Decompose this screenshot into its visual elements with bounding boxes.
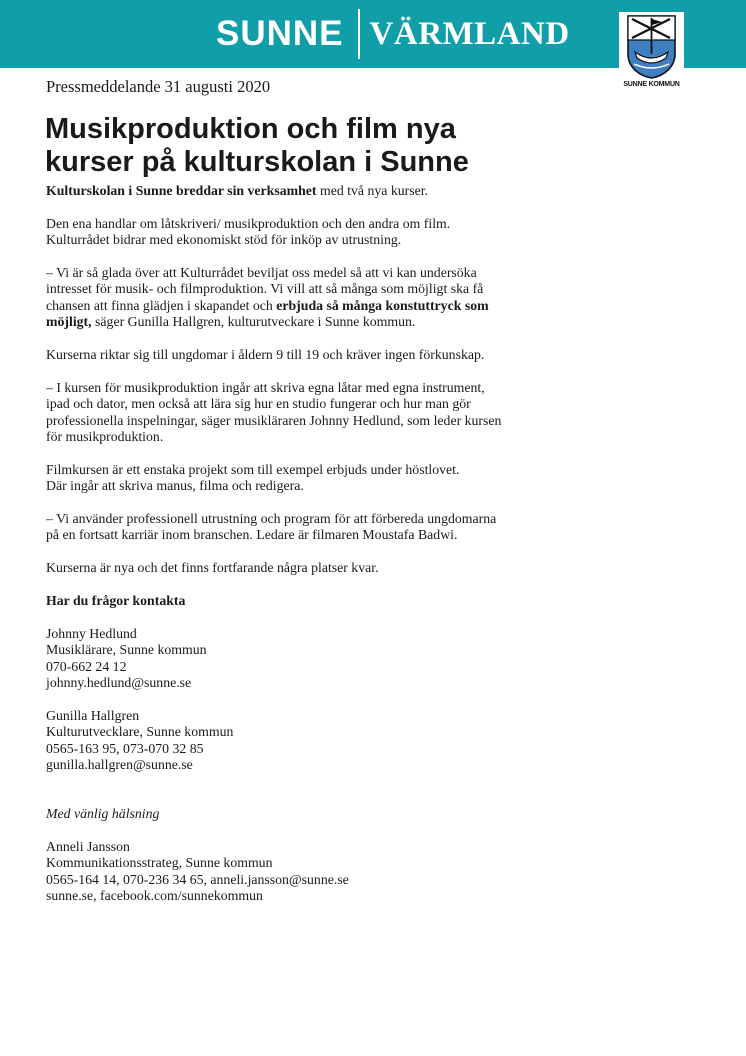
paragraph: Kurserna riktar sig till ungdomar i åldern 9 till 19 och kräver ingen förkunskap. xyxy=(46,347,485,363)
brand-divider xyxy=(358,9,360,59)
text-bold: erbjuda så många konstuttryck som xyxy=(276,297,489,313)
municipality-crest xyxy=(619,12,684,94)
signature-links[interactable]: sunne.se, facebook.com/sunnekommun xyxy=(46,888,263,904)
contact-name: Johnny Hedlund xyxy=(46,625,137,641)
signature-name: Anneli Jansson xyxy=(46,839,130,855)
press-release-dateline: Pressmeddelande 31 augusti 2020 xyxy=(46,77,271,96)
text-line: Kulturrådet bidrar med ekonomiskt stöd för inköp av utrustning. xyxy=(46,232,402,248)
lead-paragraph xyxy=(46,183,516,199)
text-line: professionella inspelningar, säger musikläraren Johnny Hedlund, som leder kursen xyxy=(46,412,502,428)
text-plain: säger Gunilla Hallgren, kulturutveckare i Sunne kommun. xyxy=(91,314,416,330)
contact-heading-text: Har du frågor kontakta xyxy=(46,593,186,609)
signature-title: Kommunikationsstrateg, Sunne kommun xyxy=(46,855,273,871)
signature-contact[interactable]: 0565-164 14, 070-236 34 65, anneli.jansson@sunne.se xyxy=(46,871,349,887)
text-line: – I kursen för musikproduktion ingår att skriva egna låtar med egna instrument, xyxy=(46,379,485,395)
brand-wordmark xyxy=(216,8,570,60)
lead-rest: med två nya kurser. xyxy=(316,183,429,198)
text-line: – Vi använder professionell utrustning och program för att förbereda ungdomarna xyxy=(46,511,497,527)
crest-label: SUNNE KOMMUN xyxy=(623,81,680,88)
text-line: Filmkursen är ett enstaka projekt som till exempel erbjuds under höstlovet. xyxy=(46,461,460,477)
text-line: för musikproduktion. xyxy=(46,429,164,445)
text-line: Där ingår att skriva manus, filma och redigera. xyxy=(46,478,304,494)
article-body xyxy=(46,183,516,921)
paragraph xyxy=(46,216,516,249)
text-line: Den ena handlar om låtskriveri/ musikproduktion och den andra om film. xyxy=(46,215,451,231)
quote-paragraph xyxy=(46,265,516,331)
coat-of-arms-icon xyxy=(626,14,677,80)
paragraph: Kurserna är nya och det finns fortfarande några platser kvar. xyxy=(46,560,379,576)
text-line: på en fortsatt karriär inom branschen. Ledare är filmaren Moustafa Badwi. xyxy=(46,527,458,543)
title-line: kurser på kulturskolan i Sunne xyxy=(45,146,469,178)
contact-title: Kulturutvecklare, Sunne kommun xyxy=(46,724,234,740)
signature-block xyxy=(46,839,516,905)
page-title xyxy=(45,113,565,179)
contact-email[interactable]: johnny.hedlund@sunne.se xyxy=(46,675,192,691)
contact-block xyxy=(46,708,516,774)
contact-phone[interactable]: 0565-163 95, 073-070 32 85 xyxy=(46,740,204,756)
text-line: intresset för musik- och filmproduktion. Vi vill att så många som möjligt ska få xyxy=(46,281,484,297)
paragraph xyxy=(46,462,516,495)
text-line xyxy=(46,314,516,330)
contact-title: Musiklärare, Sunne kommun xyxy=(46,642,207,658)
contact-phone[interactable]: 070-662 24 12 xyxy=(46,658,127,674)
closing-greeting: Med vänlig hälsning xyxy=(46,806,160,822)
brand-sunne: SUNNE xyxy=(216,14,344,53)
brand-varmland: VÄRMLAND xyxy=(369,15,570,52)
text-line: – Vi är så glada över att Kulturrådet beviljat oss medel så att vi kan undersöka xyxy=(46,265,477,280)
quote-paragraph xyxy=(46,380,516,446)
lead-bold: Kulturskolan i Sunne breddar sin verksamhet xyxy=(46,183,317,198)
quote-paragraph xyxy=(46,511,516,544)
text-line xyxy=(46,298,516,314)
text-bold: möjligt, xyxy=(46,314,92,330)
title-line: Musikproduktion och film nya xyxy=(45,113,456,145)
contact-block xyxy=(46,626,516,692)
contact-email[interactable]: gunilla.hallgren@sunne.se xyxy=(46,757,193,773)
text-plain: chansen att finna glädjen i skapandet och xyxy=(46,297,277,313)
contact-heading xyxy=(46,593,516,609)
contact-name: Gunilla Hallgren xyxy=(46,707,140,723)
text-line: ipad och dator, men också att lära sig hur en studio fungerar och hur man gör xyxy=(46,396,471,412)
